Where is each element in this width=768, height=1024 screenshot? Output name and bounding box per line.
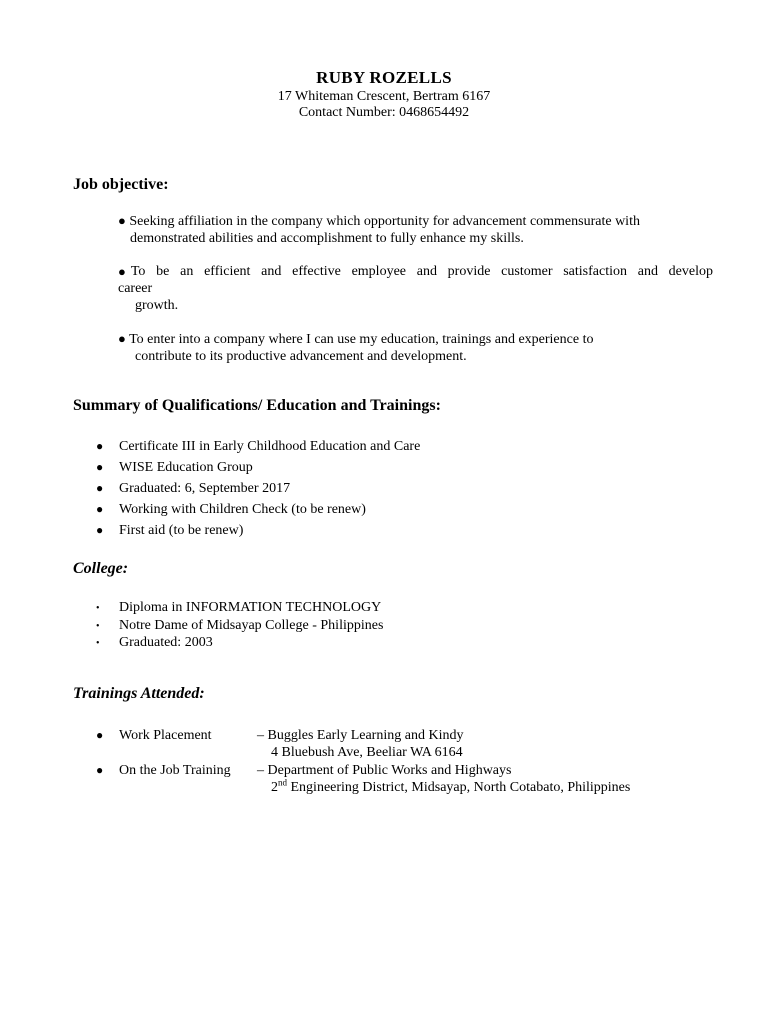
trainings-heading: Trainings Attended: [73, 685, 205, 702]
objective-line: To enter into a company where I can use my education, trainings and experience to [129, 332, 594, 347]
objective-line: To be an efficient and effective employee and provide customer satisfaction and develop [130, 264, 713, 279]
objective-line: contribute to its productive advancement and development. [135, 349, 467, 364]
job-objective-heading: Job objective: [73, 176, 169, 193]
bullet-icon: • [96, 638, 100, 649]
objective-line: growth. [135, 298, 179, 313]
training-detail: 4 Bluebush Ave, Beeliar WA 6164 [271, 745, 463, 760]
objective-item [118, 330, 713, 365]
bullet-icon: ● [118, 213, 126, 228]
training-label: Work Placement [119, 728, 212, 743]
bullet-icon: ● [96, 439, 104, 453]
bullet-icon: • [96, 621, 100, 632]
bullet-icon: ● [118, 331, 126, 346]
bullet-icon: ● [118, 264, 126, 279]
training-detail: – Buggles Early Learning and Kindy [257, 728, 464, 743]
objective-line: Seeking affiliation in the company which opportunity for advancement commensurate with [129, 214, 640, 229]
bullet-icon: ● [96, 481, 104, 495]
objective-line: career [118, 281, 153, 296]
bullet-icon: ● [96, 763, 104, 777]
qualifications-heading: Summary of Qualifications/ Education and Trainings: [73, 397, 441, 414]
applicant-name: RUBY ROZELLS [316, 68, 452, 87]
objective-item [118, 212, 713, 247]
applicant-contact: Contact Number: 0468654492 [298, 105, 470, 120]
training-detail: 2nd Engineering District, Midsayap, North Cotabato, Philippines [271, 777, 631, 795]
objective-item [118, 263, 713, 314]
resume-page: RUBY ROZELLS 17 Whiteman Crescent, Bertram 6167 Contact Number: 0468654492 Job objective: ● Seeking affiliation in the company which opportunity for advancement commensurate with demonstrated abilities and accomplishment to fully enhance my skills. ● To be an efficient and effective employee and provide customer satisfaction and develop career growth. ● To enter into a company where I can use my education, trainings and experience to contribute to its productive advancement and development. Summary of Qualifications/ Education and Trainings: ● Certificate III in Early Childhood Education and Care ● WISE Education Group ● Graduated: 6, September 2017 ● Working with Children Check (to be renew) ● First aid (to be renew) College: • Diploma in INFORMATION TECHNOLOGY • Notre Dame of Midsayap College - Philippines • Graduated: 2003 Trainings Attended: ● Work Placement – Buggles Early Learning and Kindy 4 Bluebush Ave, Beeliar WA 6164 ● On the Job Training – Department of Public Works and Highways 2nd Engineering District, Midsayap, North Cotabato, Philippines [0, 0, 768, 1024]
bullet-icon: • [96, 603, 100, 614]
applicant-address: 17 Whiteman Crescent, Bertram 6167 [277, 89, 491, 104]
bullet-icon: ● [96, 523, 104, 537]
training-detail: – Department of Public Works and Highways [257, 763, 512, 778]
objective-line: demonstrated abilities and accomplishment to fully enhance my skills. [130, 231, 524, 246]
college-heading: College: [73, 560, 129, 577]
bullet-icon: ● [96, 728, 104, 742]
bullet-icon: ● [96, 502, 104, 516]
bullet-icon: ● [96, 460, 104, 474]
training-label: On the Job Training [119, 763, 231, 778]
